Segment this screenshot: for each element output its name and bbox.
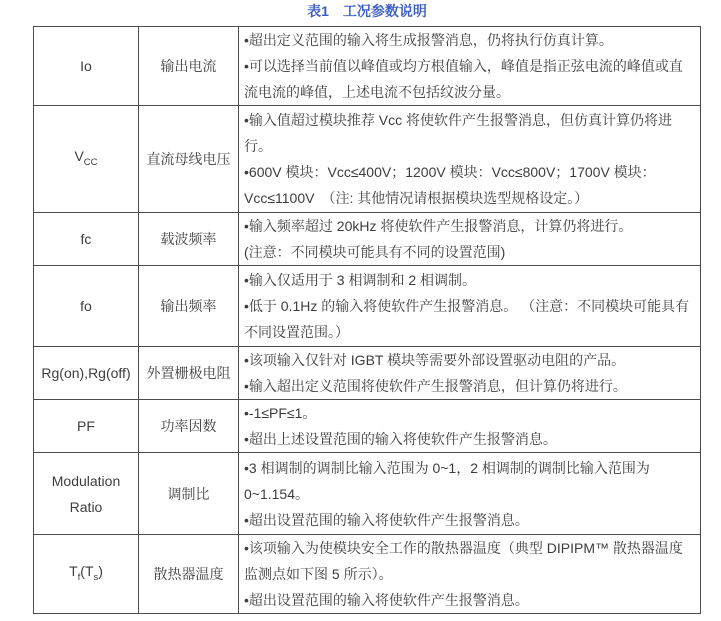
symbol-text: T [69, 562, 78, 579]
param-symbol [34, 400, 139, 453]
desc-line: •超出设置范围的输入将使软件产生报警消息。 [244, 592, 529, 608]
param-desc [239, 347, 701, 400]
param-desc [239, 213, 701, 266]
param-desc [239, 106, 701, 213]
symbol-text: Modulation Ratio [51, 472, 121, 515]
desc-line: •可以选择当前值以峰值或均方根值输入，峰值是指正弦电流的峰值或直流电流的峰值，上述电流不包括纹波分量。 [244, 58, 683, 100]
param-name: 外置栅极电阻 [139, 347, 239, 400]
desc-line: (注意：不同模块可能具有不同的设置范围) [244, 244, 506, 260]
table-row [34, 535, 701, 614]
param-symbol [34, 213, 139, 266]
params-table [33, 26, 701, 614]
param-desc [239, 535, 701, 614]
param-desc [239, 27, 701, 106]
table-row [34, 106, 701, 213]
desc-line: •600V 模块：Vcc≤400V；1200V 模块：Vcc≤800V；1700V 模块：Vcc≤1100V （注: 其他情况请根据模块选型规格设定。） [244, 164, 656, 206]
table-row [34, 266, 701, 347]
desc-line: •-1≤PF≤1。 [244, 405, 317, 421]
desc-line: •超出上述设置范围的输入将使软件产生报警消息。 [244, 431, 557, 447]
param-symbol [34, 27, 139, 106]
param-name: 输出频率 [139, 266, 239, 347]
symbol-subscript: s [93, 571, 99, 583]
desc-line: •输入频率超过 20kHz 将使软件产生报警消息，计算仍将进行。 [244, 218, 633, 234]
param-name: 调制比 [139, 453, 239, 535]
param-symbol [34, 106, 139, 213]
param-name: 功率因数 [139, 400, 239, 453]
table-row [34, 400, 701, 453]
symbol-subscript: f [77, 571, 81, 583]
param-desc [239, 453, 701, 535]
desc-line: •3 相调制的调制比输入范围为 0~1，2 相调制的调制比输入范围为 0~1.154。 [244, 459, 650, 502]
desc-line: •超出定义范围的输入将生成报警消息，仍将执行仿真计算。 [244, 32, 613, 48]
param-symbol [34, 266, 139, 347]
desc-line: •输入仅适用于 3 相调制和 2 相调制。 [244, 272, 477, 288]
param-name: 直流母线电压 [139, 106, 239, 213]
symbol-text: Io [80, 58, 92, 74]
param-name: 载波频率 [139, 213, 239, 266]
param-symbol [34, 347, 139, 400]
table-row [34, 453, 701, 535]
table-row [34, 347, 701, 400]
desc-line: •输入超出定义范围将使软件产生报警消息，但计算仍将进行。 [244, 378, 627, 394]
param-desc [239, 400, 701, 453]
symbol-text: (T [80, 562, 94, 579]
symbol-text: fc [80, 231, 92, 247]
symbol-text: V [74, 147, 84, 164]
params-table-body [34, 27, 701, 614]
symbol-text: fo [80, 298, 92, 314]
table-row [34, 213, 701, 266]
symbol-text: Rg(on),Rg(off) [41, 365, 131, 381]
table-caption: 表1 工况参数说明 [307, 3, 427, 19]
symbol-text: ) [98, 562, 103, 579]
table-row [34, 27, 701, 106]
param-name: 输出电流 [139, 27, 239, 106]
desc-line: •该项输入为使模块安全工作的散热器温度（典型 DIPIPM™ 散热器温度监测点如下图 5 所示）。 [244, 540, 683, 582]
desc-line: •输入值超过模块推荐 Vcc 将使软件产生报警消息，但仿真计算仍将进行。 [244, 112, 673, 154]
param-symbol [34, 535, 139, 614]
symbol-subscript: CC [83, 156, 98, 168]
desc-line: •该项输入仅针对 IGBT 模块等需要外部设置驱动电阻的产品。 [244, 352, 626, 368]
param-symbol [34, 453, 139, 535]
desc-line: •超出设置范围的输入将使软件产生报警消息。 [244, 511, 529, 528]
param-desc [239, 266, 701, 347]
param-name: 散热器温度 [139, 535, 239, 614]
desc-line: •低于 0.1Hz 的输入将使软件产生报警消息。 （注意：不同模块可能具有不同设置范围。） [244, 298, 690, 340]
symbol-text: PF [77, 418, 95, 434]
